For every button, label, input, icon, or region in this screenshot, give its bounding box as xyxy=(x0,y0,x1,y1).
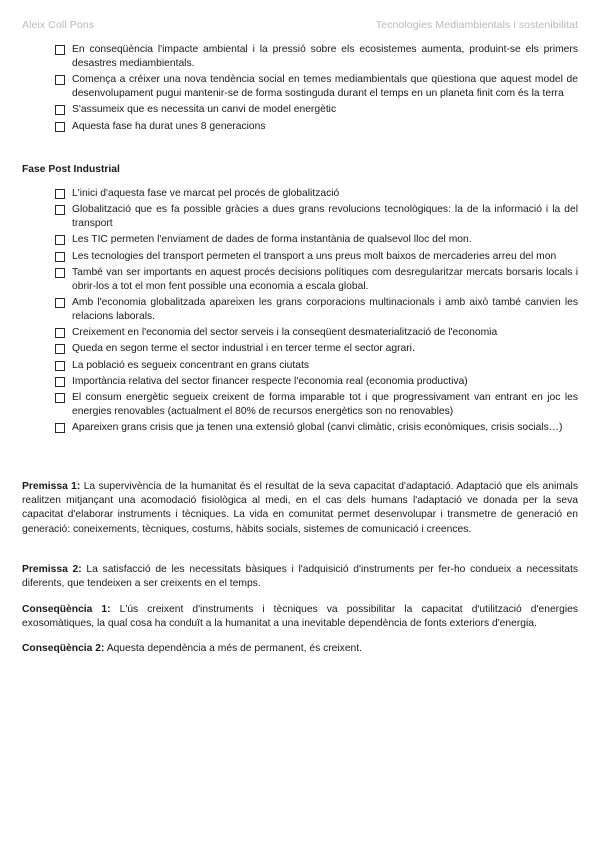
list-item xyxy=(22,103,578,117)
consequence-label: Conseqüència 2: xyxy=(22,643,105,654)
checkbox[interactable] xyxy=(55,344,65,354)
list-item xyxy=(22,233,578,247)
consequence-1 xyxy=(22,603,578,631)
header-author: Aleix Coll Pons xyxy=(22,19,95,31)
premise-1 xyxy=(22,480,578,537)
list-item-text: Globalització que es fa possible gràcies a dues grans revolucions tecnològiques: la de la informació i la del transport xyxy=(72,204,578,230)
list-item-text: L'inici d'aquesta fase ve marcat pel procés de globalització xyxy=(72,188,340,199)
list-item-text: També van ser importants en aquest procés decisions polítiques com desregularitzar mercats borsaris locals i obrir-los a tot el mon fent possible una economia a escala global. xyxy=(72,266,578,292)
header-course: Tecnologies Mediambientals i sostenibilitat xyxy=(375,19,578,31)
checkbox[interactable] xyxy=(55,75,65,85)
section-title: Fase Post Industrial xyxy=(22,164,120,175)
checkbox[interactable] xyxy=(55,377,65,387)
list-item xyxy=(22,296,578,324)
list-item-text: S'assumeix que es necessita un canvi de model energètic xyxy=(72,104,337,116)
page-header xyxy=(22,19,578,31)
premise-label: Premissa 1: xyxy=(22,481,81,492)
list-item-text: Queda en segon terme el sector industrial i en tercer terme el sector agrari. xyxy=(72,343,415,355)
list-item xyxy=(22,375,578,389)
checkbox[interactable] xyxy=(55,235,65,245)
checklist-post-industrial xyxy=(22,187,578,437)
checkbox[interactable] xyxy=(55,105,65,115)
list-item-text: Amb l'economia globalitzada apareixen les grans corporacions multinacionals i amb això també canvien les relacions laborals. xyxy=(72,296,578,322)
consequence-text: L'ús creixent d'instruments i tècniques va possibilitar la capacitat d'utilització d'energies exosomàtiques, la qual cosa ha conduït a la humanitat a una inevitable dependència de fonts exteriors d'energia. xyxy=(22,604,578,630)
premise-2 xyxy=(22,563,578,591)
checkbox[interactable] xyxy=(55,361,65,371)
list-item xyxy=(22,266,578,294)
checkbox[interactable] xyxy=(55,205,65,215)
list-item xyxy=(22,326,578,340)
checkbox[interactable] xyxy=(55,122,65,132)
list-item xyxy=(22,203,578,231)
list-item xyxy=(22,73,578,101)
list-item xyxy=(22,120,578,134)
list-item-text: Importància relativa del sector financer respecte l'economia real (economia productiva) xyxy=(72,375,468,387)
premise-text: La satisfacció de les necessitats bàsiques i l'adquisició d'instruments per fer-ho condueix a necessitats diferents, que tendeixen a ser creixents en el temps. xyxy=(22,564,578,590)
list-item-text: Creixement en l'economia del sector serveis i la conseqüent desmaterialització de l'economia xyxy=(72,327,498,339)
list-item xyxy=(22,250,578,264)
list-item-text: Aquesta fase ha durat unes 8 generacions xyxy=(72,120,266,132)
checkbox[interactable] xyxy=(55,189,65,199)
checkbox[interactable] xyxy=(55,252,65,262)
checkbox[interactable] xyxy=(55,393,65,403)
list-item xyxy=(22,359,578,373)
list-item-text: La població es segueix concentrant en grans ciutats xyxy=(72,359,309,371)
list-item xyxy=(22,421,578,435)
checkbox[interactable] xyxy=(55,268,65,278)
list-item-text: Les tecnologies del transport permeten el transport a uns preus molt baixos de mercaderies arreu del mon xyxy=(72,250,557,262)
list-item-text: Apareixen grans crisis que ja tenen una extensió global (canvi climàtic, crisis econòmiques, crisis socials…) xyxy=(72,422,563,434)
list-item-text: Les TIC permeten l'enviament de dades de forma instantània de qualsevol lloc del mon. xyxy=(72,234,472,246)
checklist-continuation xyxy=(22,43,578,136)
list-item xyxy=(22,391,578,419)
consequence-label: Conseqüència 1: xyxy=(22,604,111,615)
checkbox[interactable] xyxy=(55,328,65,338)
list-item-text: El consum energètic segueix creixent de forma imparable tot i que progressivament van entrant en joc les energies renovables (actualment el 80% de recursos energètics son no renovables) xyxy=(72,391,578,417)
consequence-text: Aquesta dependència a més de permanent, és creixent. xyxy=(104,643,362,654)
list-item xyxy=(22,342,578,356)
list-item-text: Comença a créixer una nova tendència social en temes mediambientals que qüestiona que aquest model de desenvolupament pugui mantenir-se de forma sostinguda durant el temps en un planeta finit com és la terra xyxy=(72,74,578,100)
list-item xyxy=(22,43,578,71)
checkbox[interactable] xyxy=(55,298,65,308)
checkbox[interactable] xyxy=(55,423,65,433)
list-item xyxy=(22,187,578,201)
premise-label: Premissa 2: xyxy=(22,564,82,575)
list-item-text: En conseqüència l'impacte ambiental i la pressió sobre els ecosistemes aumenta, produint-se els primers desastres mediambientals. xyxy=(72,44,578,69)
premise-text: La supervivència de la humanitat és el resultat de la seva capacitat d'adaptació. Adaptació que els animals realitzen mitjançant una acomodació fisiològica al medi, en el cas dels humans l'adaptació ve donada per la seva capacitat d'elaborar instruments i tècniques. La vida en comunitat permet desenvolupar i transmetre de generació en generació: coneixements, tècniques, costums, hàbits socials, sistemes de comunicació i creences. xyxy=(22,481,578,535)
consequence-2 xyxy=(22,642,578,656)
checkbox[interactable] xyxy=(55,45,65,55)
